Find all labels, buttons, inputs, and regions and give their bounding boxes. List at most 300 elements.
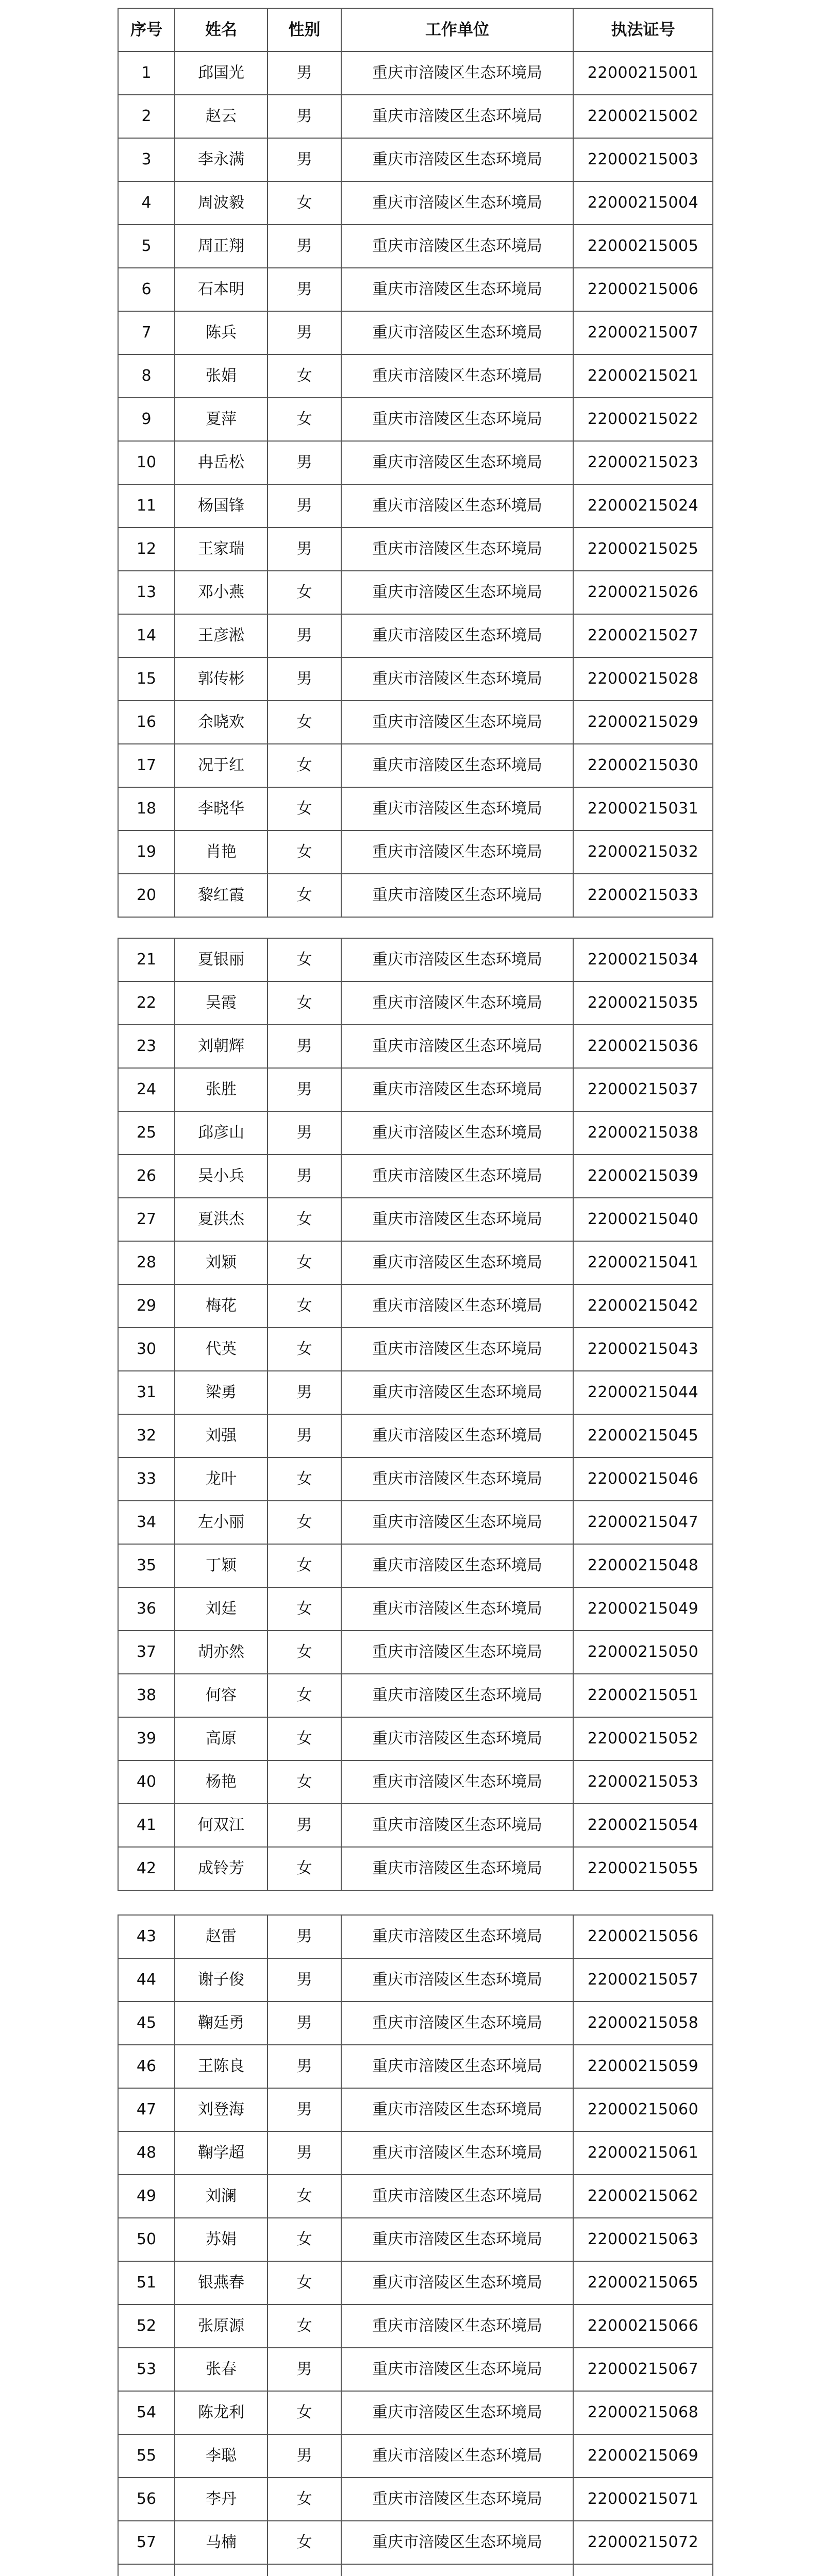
cell-gender: 男 <box>268 528 341 571</box>
table-row <box>118 1198 713 1241</box>
cell-cert: 22000215021 <box>573 354 713 398</box>
cell-unit: 重庆市涪陵区生态环境局 <box>341 831 573 874</box>
cell-index: 56 <box>118 2478 175 2521</box>
cell-unit: 重庆市涪陵区生态环境局 <box>341 1068 573 1111</box>
cell-cert: 22000215044 <box>573 1371 713 1414</box>
cell-gender: 女 <box>268 2304 341 2348</box>
cell-index <box>118 2564 175 2576</box>
cell-unit: 重庆市涪陵区生态环境局 <box>341 2261 573 2304</box>
cell-gender: 男 <box>268 657 341 701</box>
cell-index: 48 <box>118 2131 175 2175</box>
cell-unit: 重庆市涪陵区生态环境局 <box>341 2391 573 2434</box>
cell-index: 11 <box>118 484 175 528</box>
cell-gender: 女 <box>268 1458 341 1501</box>
cell-unit: 重庆市涪陵区生态环境局 <box>341 1025 573 1068</box>
table-row <box>118 52 713 95</box>
cell-name: 王陈良 <box>175 2045 268 2088</box>
cell-unit: 重庆市涪陵区生态环境局 <box>341 1414 573 1458</box>
cell-gender: 女 <box>268 787 341 831</box>
cell-unit: 重庆市涪陵区生态环境局 <box>341 2348 573 2391</box>
cell-index: 32 <box>118 1414 175 1458</box>
cell-name: 邱国光 <box>175 52 268 95</box>
cell-index: 26 <box>118 1155 175 1198</box>
cell-unit: 重庆市涪陵区生态环境局 <box>341 1958 573 2002</box>
cell-index: 27 <box>118 1198 175 1241</box>
cell-cert: 22000215023 <box>573 441 713 484</box>
cell-cert: 22000215003 <box>573 138 713 181</box>
cell-cert: 22000215040 <box>573 1198 713 1241</box>
cell-name: 况于红 <box>175 744 268 787</box>
cell-name: 梁勇 <box>175 1371 268 1414</box>
table-row <box>118 2045 713 2088</box>
cell-index: 49 <box>118 2175 175 2218</box>
cell-index: 16 <box>118 701 175 744</box>
cell-cert: 22000215027 <box>573 614 713 657</box>
cell-cert: 22000215029 <box>573 701 713 744</box>
cell-unit: 重庆市涪陵区生态环境局 <box>341 657 573 701</box>
cell-name: 杨国锋 <box>175 484 268 528</box>
cell-name: 余晓欢 <box>175 701 268 744</box>
cell-index: 44 <box>118 1958 175 2002</box>
cell-cert: 22000215030 <box>573 744 713 787</box>
cell-unit: 重庆市涪陵区生态环境局 <box>341 1915 573 1958</box>
cell-unit: 重庆市涪陵区生态环境局 <box>341 744 573 787</box>
cell-gender: 女 <box>268 1544 341 1587</box>
cell-gender: 女 <box>268 2391 341 2434</box>
cell-index: 50 <box>118 2218 175 2261</box>
cell-index: 38 <box>118 1674 175 1717</box>
cell-unit: 重庆市涪陵区生态环境局 <box>341 1631 573 1674</box>
cell-cert: 22000215066 <box>573 2304 713 2348</box>
cell-index: 25 <box>118 1111 175 1155</box>
cell-cert: 22000215032 <box>573 831 713 874</box>
cell-cert: 22000215045 <box>573 1414 713 1458</box>
cell-cert: 22000215046 <box>573 1458 713 1501</box>
cell-gender <box>268 2564 341 2576</box>
cell-cert: 22000215061 <box>573 2131 713 2175</box>
table-row <box>118 1371 713 1414</box>
table-row <box>118 2521 713 2564</box>
cell-index: 53 <box>118 2348 175 2391</box>
table-row <box>118 1241 713 1284</box>
cell-unit: 重庆市涪陵区生态环境局 <box>341 354 573 398</box>
cell-name: 刘澜 <box>175 2175 268 2218</box>
cell-gender: 男 <box>268 2045 341 2088</box>
table-row <box>118 484 713 528</box>
cell-name: 刘强 <box>175 1414 268 1458</box>
table-row <box>118 1328 713 1371</box>
cell-name: 马楠 <box>175 2521 268 2564</box>
table-header-row <box>118 8 713 52</box>
cell-cert: 22000215042 <box>573 1284 713 1328</box>
cell-gender: 女 <box>268 1501 341 1544</box>
cell-name: 刘登海 <box>175 2088 268 2131</box>
table-row <box>118 95 713 138</box>
table-row <box>118 441 713 484</box>
cell-name: 丁颖 <box>175 1544 268 1587</box>
cell-name: 陈龙利 <box>175 2391 268 2434</box>
cell-cert: 22000215025 <box>573 528 713 571</box>
cell-index: 55 <box>118 2434 175 2478</box>
cell-cert: 22000215036 <box>573 1025 713 1068</box>
cell-cert: 22000215053 <box>573 1760 713 1804</box>
cell-cert: 22000215057 <box>573 1958 713 2002</box>
header-index: 序号 <box>118 8 175 52</box>
table-row <box>118 981 713 1025</box>
cell-cert: 22000215034 <box>573 938 713 981</box>
table-row <box>118 138 713 181</box>
cell-index: 24 <box>118 1068 175 1111</box>
cell-name: 李晓华 <box>175 787 268 831</box>
cell-cert <box>573 2564 713 2576</box>
cell-name: 李聪 <box>175 2434 268 2478</box>
table-row <box>118 1674 713 1717</box>
table-row <box>118 1847 713 1890</box>
cell-name: 何双江 <box>175 1804 268 1847</box>
cell-gender: 男 <box>268 52 341 95</box>
cell-index: 6 <box>118 268 175 311</box>
cell-unit: 重庆市涪陵区生态环境局 <box>341 1587 573 1631</box>
cell-unit: 重庆市涪陵区生态环境局 <box>341 52 573 95</box>
table-row <box>118 1025 713 1068</box>
cell-gender: 男 <box>268 2002 341 2045</box>
cell-cert: 22000215039 <box>573 1155 713 1198</box>
cell-cert: 22000215047 <box>573 1501 713 1544</box>
cell-gender: 男 <box>268 268 341 311</box>
cell-unit: 重庆市涪陵区生态环境局 <box>341 1458 573 1501</box>
table-row <box>118 831 713 874</box>
cell-unit: 重庆市涪陵区生态环境局 <box>341 2088 573 2131</box>
cell-name: 胡亦然 <box>175 1631 268 1674</box>
header-unit: 工作单位 <box>341 8 573 52</box>
cell-unit: 重庆市涪陵区生态环境局 <box>341 1155 573 1198</box>
cell-name: 李丹 <box>175 2478 268 2521</box>
table-row <box>118 2564 713 2576</box>
table-row <box>118 2002 713 2045</box>
cell-unit: 重庆市涪陵区生态环境局 <box>341 2002 573 2045</box>
cell-gender: 女 <box>268 354 341 398</box>
table-row <box>118 1414 713 1458</box>
cell-name: 赵雷 <box>175 1915 268 1958</box>
cell-gender: 男 <box>268 1915 341 1958</box>
cell-name: 王彦淞 <box>175 614 268 657</box>
cell-unit: 重庆市涪陵区生态环境局 <box>341 398 573 441</box>
cell-index: 12 <box>118 528 175 571</box>
cell-name: 王家瑞 <box>175 528 268 571</box>
cell-name: 谢子俊 <box>175 1958 268 2002</box>
cell-cert: 22000215069 <box>573 2434 713 2478</box>
cell-gender: 女 <box>268 181 341 225</box>
cell-index: 36 <box>118 1587 175 1631</box>
cell-name: 刘颖 <box>175 1241 268 1284</box>
cell-cert: 22000215050 <box>573 1631 713 1674</box>
table-row <box>118 1717 713 1760</box>
table-body-2 <box>118 938 713 1890</box>
cell-gender: 男 <box>268 2131 341 2175</box>
cell-gender: 男 <box>268 138 341 181</box>
cell-name: 苏娟 <box>175 2218 268 2261</box>
cell-unit: 重庆市涪陵区生态环境局 <box>341 1847 573 1890</box>
table-row <box>118 1458 713 1501</box>
cell-cert: 22000215062 <box>573 2175 713 2218</box>
cell-index: 35 <box>118 1544 175 1587</box>
table-row <box>118 268 713 311</box>
cell-gender: 男 <box>268 225 341 268</box>
cell-gender: 男 <box>268 2434 341 2478</box>
cell-index: 5 <box>118 225 175 268</box>
cell-cert: 22000215041 <box>573 1241 713 1284</box>
cell-cert: 22000215058 <box>573 2002 713 2045</box>
cell-index: 8 <box>118 354 175 398</box>
cell-name: 周正翔 <box>175 225 268 268</box>
cell-unit: 重庆市涪陵区生态环境局 <box>341 2478 573 2521</box>
cell-name: 鞠廷勇 <box>175 2002 268 2045</box>
cell-gender: 女 <box>268 571 341 614</box>
cell-gender: 男 <box>268 1155 341 1198</box>
cell-cert: 22000215059 <box>573 2045 713 2088</box>
cell-index: 17 <box>118 744 175 787</box>
cell-cert: 22000215052 <box>573 1717 713 1760</box>
cell-index: 4 <box>118 181 175 225</box>
cell-name: 张春 <box>175 2348 268 2391</box>
cell-unit: 重庆市涪陵区生态环境局 <box>341 701 573 744</box>
cell-gender: 男 <box>268 1068 341 1111</box>
cell-name: 刘朝辉 <box>175 1025 268 1068</box>
cell-index: 51 <box>118 2261 175 2304</box>
table-row <box>118 1501 713 1544</box>
cell-gender: 女 <box>268 831 341 874</box>
cell-cert: 22000215001 <box>573 52 713 95</box>
cell-index: 39 <box>118 1717 175 1760</box>
cell-cert: 22000215051 <box>573 1674 713 1717</box>
cell-unit: 重庆市涪陵区生态环境局 <box>341 1544 573 1587</box>
table-body-3 <box>118 1915 713 2576</box>
cell-gender: 女 <box>268 1674 341 1717</box>
cell-name: 黎红霞 <box>175 874 268 917</box>
cell-unit: 重庆市涪陵区生态环境局 <box>341 2045 573 2088</box>
cell-gender: 女 <box>268 2261 341 2304</box>
cell-name: 张原源 <box>175 2304 268 2348</box>
table-row <box>118 225 713 268</box>
cell-unit: 重庆市涪陵区生态环境局 <box>341 311 573 354</box>
cell-unit: 重庆市涪陵区生态环境局 <box>341 2218 573 2261</box>
cell-gender: 男 <box>268 311 341 354</box>
cell-index: 42 <box>118 1847 175 1890</box>
cell-index: 19 <box>118 831 175 874</box>
cell-cert: 22000215004 <box>573 181 713 225</box>
cell-cert: 22000215024 <box>573 484 713 528</box>
table-body-1 <box>118 52 713 917</box>
table-row <box>118 1284 713 1328</box>
cell-gender: 女 <box>268 1284 341 1328</box>
table-row <box>118 787 713 831</box>
cell-name: 梅花 <box>175 1284 268 1328</box>
table-row <box>118 1958 713 2002</box>
cell-gender: 男 <box>268 1111 341 1155</box>
cell-index: 30 <box>118 1328 175 1371</box>
cell-gender: 女 <box>268 938 341 981</box>
cell-gender: 女 <box>268 1847 341 1890</box>
cell-gender: 男 <box>268 2088 341 2131</box>
cell-unit: 重庆市涪陵区生态环境局 <box>341 1328 573 1371</box>
table-row <box>118 181 713 225</box>
cell-cert: 22000215054 <box>573 1804 713 1847</box>
cell-cert: 22000215049 <box>573 1587 713 1631</box>
cell-gender: 女 <box>268 744 341 787</box>
cell-cert: 22000215055 <box>573 1847 713 1890</box>
cell-name: 李永满 <box>175 138 268 181</box>
cell-gender: 女 <box>268 1631 341 1674</box>
cell-cert: 22000215031 <box>573 787 713 831</box>
cell-name: 吴小兵 <box>175 1155 268 1198</box>
cell-index: 31 <box>118 1371 175 1414</box>
cell-index: 46 <box>118 2045 175 2088</box>
cell-name: 张胜 <box>175 1068 268 1111</box>
cell-cert: 22000215072 <box>573 2521 713 2564</box>
table-row <box>118 2348 713 2391</box>
table-row <box>118 1111 713 1155</box>
cell-gender: 女 <box>268 1717 341 1760</box>
cell-name: 高原 <box>175 1717 268 1760</box>
cell-gender: 男 <box>268 484 341 528</box>
cell-gender: 女 <box>268 2478 341 2521</box>
cell-cert: 22000215028 <box>573 657 713 701</box>
cell-gender: 女 <box>268 874 341 917</box>
cell-gender: 女 <box>268 981 341 1025</box>
header-gender: 性别 <box>268 8 341 52</box>
table-row <box>118 744 713 787</box>
cell-cert: 22000215006 <box>573 268 713 311</box>
cell-gender: 男 <box>268 2348 341 2391</box>
cell-cert: 22000215007 <box>573 311 713 354</box>
cell-index: 54 <box>118 2391 175 2434</box>
cell-gender: 男 <box>268 1371 341 1414</box>
cell-index: 21 <box>118 938 175 981</box>
cell-cert: 22000215067 <box>573 2348 713 2391</box>
cell-index: 29 <box>118 1284 175 1328</box>
cell-gender: 男 <box>268 95 341 138</box>
cell-index: 22 <box>118 981 175 1025</box>
cell-unit: 重庆市涪陵区生态环境局 <box>341 787 573 831</box>
cell-unit: 重庆市涪陵区生态环境局 <box>341 874 573 917</box>
roster-table-2 <box>118 938 713 1891</box>
cell-cert: 22000215060 <box>573 2088 713 2131</box>
cell-index: 33 <box>118 1458 175 1501</box>
cell-unit: 重庆市涪陵区生态环境局 <box>341 484 573 528</box>
cell-gender: 男 <box>268 1414 341 1458</box>
cell-cert: 22000215043 <box>573 1328 713 1371</box>
table-row <box>118 1544 713 1587</box>
cell-unit: 重庆市涪陵区生态环境局 <box>341 1760 573 1804</box>
cell-unit: 重庆市涪陵区生态环境局 <box>341 1674 573 1717</box>
cell-unit: 重庆市涪陵区生态环境局 <box>341 981 573 1025</box>
cell-gender: 男 <box>268 614 341 657</box>
table-row <box>118 2175 713 2218</box>
cell-unit: 重庆市涪陵区生态环境局 <box>341 95 573 138</box>
cell-name: 郭传彬 <box>175 657 268 701</box>
cell-unit: 重庆市涪陵区生态环境局 <box>341 1501 573 1544</box>
cell-index: 37 <box>118 1631 175 1674</box>
cell-unit: 重庆市涪陵区生态环境局 <box>341 1198 573 1241</box>
cell-name: 肖艳 <box>175 831 268 874</box>
table-row <box>118 1631 713 1674</box>
cell-cert: 22000215063 <box>573 2218 713 2261</box>
table-row <box>118 1915 713 1958</box>
roster-table-3 <box>118 1914 713 2576</box>
cell-unit: 重庆市涪陵区生态环境局 <box>341 528 573 571</box>
table-row <box>118 2261 713 2304</box>
cell-unit: 重庆市涪陵区生态环境局 <box>341 441 573 484</box>
cell-index: 47 <box>118 2088 175 2131</box>
table-row <box>118 938 713 981</box>
cell-unit: 重庆市涪陵区生态环境局 <box>341 2521 573 2564</box>
cell-name: 杨艳 <box>175 1760 268 1804</box>
cell-cert: 22000215071 <box>573 2478 713 2521</box>
cell-gender: 女 <box>268 1760 341 1804</box>
table-row <box>118 571 713 614</box>
table-row <box>118 1587 713 1631</box>
cell-name: 张娟 <box>175 354 268 398</box>
cell-index: 20 <box>118 874 175 917</box>
cell-name: 夏洪杰 <box>175 1198 268 1241</box>
table-row <box>118 311 713 354</box>
table-row <box>118 614 713 657</box>
cell-gender: 女 <box>268 701 341 744</box>
cell-gender: 女 <box>268 2175 341 2218</box>
cell-unit: 重庆市涪陵区生态环境局 <box>341 1241 573 1284</box>
cell-name: 石本明 <box>175 268 268 311</box>
cell-index: 7 <box>118 311 175 354</box>
cell-name: 刘廷 <box>175 1587 268 1631</box>
table-row <box>118 1155 713 1198</box>
cell-cert: 22000215035 <box>573 981 713 1025</box>
cell-index: 57 <box>118 2521 175 2564</box>
table-row <box>118 701 713 744</box>
cell-unit: 重庆市涪陵区生态环境局 <box>341 181 573 225</box>
cell-name: 周波毅 <box>175 181 268 225</box>
table-row <box>118 1804 713 1847</box>
cell-unit: 重庆市涪陵区生态环境局 <box>341 1804 573 1847</box>
cell-name: 银燕春 <box>175 2261 268 2304</box>
cell-unit: 重庆市涪陵区生态环境局 <box>341 138 573 181</box>
cell-unit: 重庆市涪陵区生态环境局 <box>341 2131 573 2175</box>
table-row <box>118 1760 713 1804</box>
table-row <box>118 398 713 441</box>
cell-cert: 22000215048 <box>573 1544 713 1587</box>
cell-index: 1 <box>118 52 175 95</box>
cell-name: 鞠学超 <box>175 2131 268 2175</box>
cell-index: 18 <box>118 787 175 831</box>
cell-index: 9 <box>118 398 175 441</box>
cell-cert: 22000215026 <box>573 571 713 614</box>
cell-unit: 重庆市涪陵区生态环境局 <box>341 1717 573 1760</box>
cell-index: 45 <box>118 2002 175 2045</box>
cell-unit: 重庆市涪陵区生态环境局 <box>341 2175 573 2218</box>
table-row <box>118 874 713 917</box>
cell-cert: 22000215022 <box>573 398 713 441</box>
table-row <box>118 2088 713 2131</box>
table-row <box>118 528 713 571</box>
cell-unit: 重庆市涪陵区生态环境局 <box>341 1371 573 1414</box>
cell-name: 左小丽 <box>175 1501 268 1544</box>
cell-name: 夏萍 <box>175 398 268 441</box>
cell-gender: 男 <box>268 441 341 484</box>
cell-index: 52 <box>118 2304 175 2348</box>
cell-unit: 重庆市涪陵区生态环境局 <box>341 2304 573 2348</box>
cell-name <box>175 2564 268 2576</box>
cell-index: 28 <box>118 1241 175 1284</box>
cell-cert: 22000215033 <box>573 874 713 917</box>
